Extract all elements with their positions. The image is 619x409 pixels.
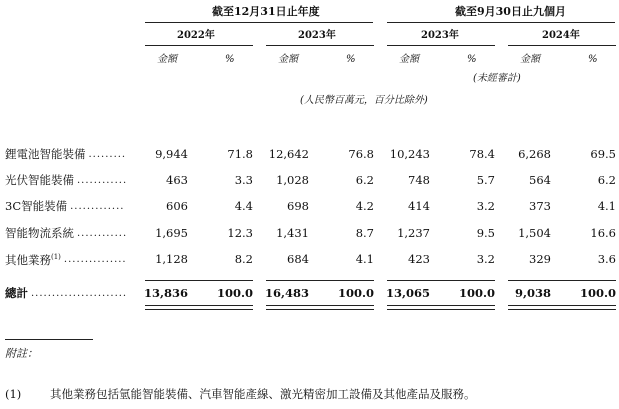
percent-cell: 8.2	[234, 252, 253, 266]
percent-cell: 100.0	[337, 286, 374, 300]
percent-cell: 78.4	[469, 147, 495, 161]
pct-label-3: %	[467, 54, 477, 65]
amount-label-3: 金額	[399, 54, 419, 65]
dot-leader: .........	[88, 149, 127, 160]
notes-title: 附註：	[5, 347, 38, 360]
row-label-text: 智能物流系統	[5, 226, 74, 240]
row-label-text: 鋰電池智能裝備	[5, 147, 86, 161]
amount-cell: 1,695	[155, 226, 188, 240]
total-label	[5, 288, 28, 300]
total-double-rule-2b	[266, 309, 374, 310]
amount-cell: 329	[529, 252, 551, 266]
header-rule-left	[145, 22, 373, 23]
percent-cell: 100.0	[579, 286, 616, 300]
amount-cell: 606	[166, 199, 188, 213]
amount-cell: 1,028	[276, 173, 309, 187]
dot-leader: ............	[77, 175, 128, 186]
percent-cell: 69.5	[590, 147, 616, 161]
percent-cell: 8.7	[355, 226, 374, 240]
percent-cell: 3.2	[476, 252, 495, 266]
header-rule-right	[387, 22, 615, 23]
dot-leader: ............	[77, 228, 128, 239]
footnote-rule	[5, 339, 93, 340]
amount-cell: 463	[166, 173, 188, 187]
year-rule-4	[508, 45, 616, 46]
note-text: 其他業務包括氫能智能裝備、汽車智能產線、激光精密加工設備及其他產品及服務。	[50, 387, 476, 401]
amount-cell: 1,128	[155, 252, 188, 266]
row-label	[5, 175, 74, 187]
header-group-nine-months: 截至9月30日止九個月	[455, 5, 566, 18]
amount-cell: 13,836	[143, 286, 188, 300]
amount-cell: 684	[287, 252, 309, 266]
percent-cell: 71.8	[227, 147, 253, 161]
percent-cell: 100.0	[216, 286, 253, 300]
pct-label-4: %	[588, 54, 598, 65]
year-header-4: 2024年	[542, 30, 580, 41]
amount-cell: 698	[287, 199, 309, 213]
amount-cell: 9,038	[514, 286, 551, 300]
amount-cell: 12,642	[268, 147, 309, 161]
percent-cell: 6.2	[597, 173, 616, 187]
row-label-text: 3C智能裝備	[5, 199, 68, 213]
amount-cell: 423	[408, 252, 430, 266]
year-rule-2	[266, 45, 374, 46]
percent-cell: 4.1	[355, 252, 374, 266]
note-number: (1)	[5, 387, 22, 401]
row-label-text: 總計	[5, 286, 28, 300]
row-label	[5, 254, 61, 266]
amount-cell: 16,483	[264, 286, 309, 300]
amount-cell: 6,268	[518, 147, 551, 161]
dot-leader: ...............	[63, 254, 127, 265]
percent-cell: 16.6	[590, 226, 616, 240]
row-label	[5, 149, 86, 161]
dot-leader: .......................	[31, 288, 128, 299]
year-header-1: 2022年	[177, 30, 215, 41]
year-rule-3	[387, 45, 495, 46]
amount-label-1: 金額	[157, 54, 177, 65]
amount-cell: 373	[529, 199, 551, 213]
percent-cell: 100.0	[458, 286, 495, 300]
percent-cell: 4.4	[234, 199, 253, 213]
amount-cell: 10,243	[389, 147, 430, 161]
total-double-rule-4b	[508, 309, 616, 310]
percent-cell: 3.6	[597, 252, 616, 266]
unaudited-note: (未經審計)	[473, 73, 521, 84]
percent-cell: 3.2	[476, 199, 495, 213]
year-header-3: 2023年	[421, 30, 459, 41]
total-double-rule-3b	[387, 309, 495, 310]
total-double-rule-1a	[145, 305, 253, 306]
amount-cell: 13,065	[385, 286, 430, 300]
total-double-rule-1b	[145, 309, 253, 310]
year-rule-1	[145, 45, 253, 46]
row-label	[5, 201, 67, 213]
amount-cell: 9,944	[155, 147, 188, 161]
total-top-rule-1	[145, 280, 253, 281]
pct-label-1: %	[225, 54, 235, 65]
percent-cell: 6.2	[355, 173, 374, 187]
year-header-2: 2023年	[298, 30, 336, 41]
percent-cell: 5.7	[476, 173, 495, 187]
dot-leader: .............	[70, 201, 125, 212]
row-label-text: 光伏智能裝備	[5, 173, 74, 187]
total-top-rule-3	[387, 280, 495, 281]
row-label-text: 其他業務	[5, 252, 51, 267]
percent-cell: 4.2	[355, 199, 374, 213]
amount-label-4: 金額	[520, 54, 540, 65]
unit-note: (人民幣百萬元，百分比除外)	[300, 95, 428, 106]
percent-cell: 9.5	[476, 226, 495, 240]
total-top-rule-4	[508, 280, 616, 281]
header-group-years: 截至12月31日止年度	[212, 5, 320, 18]
amount-cell: 1,237	[397, 226, 430, 240]
total-double-rule-3a	[387, 305, 495, 306]
total-double-rule-2a	[266, 305, 374, 306]
amount-label-2: 金額	[278, 54, 298, 65]
amount-cell: 1,431	[276, 226, 309, 240]
percent-cell: 3.3	[234, 173, 253, 187]
row-label	[5, 228, 74, 240]
total-double-rule-4a	[508, 305, 616, 306]
amount-cell: 748	[408, 173, 430, 187]
pct-label-2: %	[346, 54, 356, 65]
percent-cell: 4.1	[597, 199, 616, 213]
total-top-rule-2	[266, 280, 374, 281]
amount-cell: 564	[529, 173, 551, 187]
amount-cell: 414	[408, 199, 430, 213]
footnote-marker: (1)	[51, 253, 61, 261]
percent-cell: 12.3	[227, 226, 253, 240]
amount-cell: 1,504	[518, 226, 551, 240]
percent-cell: 76.8	[348, 147, 374, 161]
